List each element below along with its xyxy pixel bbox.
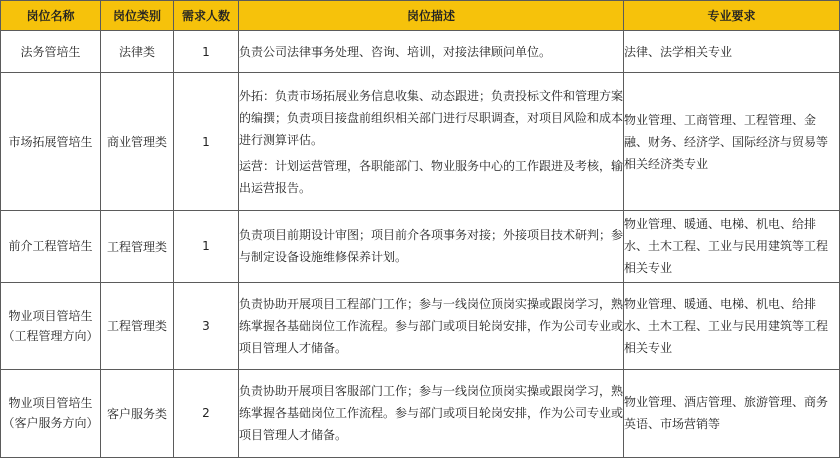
description-paragraph: 负责协助开展项目客服部门工作；参与一线岗位顶岗实操或跟岗学习，熟练掌握各基础岗位工作流程。参与部门或项目轮岗安排，作为公司专业或项目管理人才储备。 — [239, 384, 624, 443]
table-row — [1, 73, 840, 211]
header-name: 岗位名称 — [1, 1, 101, 31]
position-description — [239, 73, 624, 211]
table-row — [1, 31, 840, 73]
table-header — [1, 1, 840, 31]
position-requirement: 物业管理、暖通、电梯、机电、给排水、土木工程、工业与民用建筑等工程相关专业 — [624, 283, 840, 369]
position-category: 客户服务类 — [101, 369, 174, 457]
position-category: 法律类 — [101, 31, 174, 73]
position-description — [239, 31, 624, 73]
description-paragraph: 负责项目前期设计审图；项目前介各项事务对接；外接项目技术研判；参与制定设备设施维修保养计划。 — [239, 228, 624, 265]
position-name: 法务管培生 — [1, 31, 101, 73]
position-count: 1 — [174, 73, 239, 211]
position-category: 商业管理类 — [101, 73, 174, 211]
description-paragraph: 负责协助开展项目工程部门工作；参与一线岗位顶岗实操或跟岗学习，熟练掌握各基础岗位工作流程。参与部门或项目轮岗安排，作为公司专业或项目管理人才储备。 — [239, 296, 624, 355]
position-name: 市场拓展管培生 — [1, 73, 101, 211]
position-category: 工程管理类 — [101, 210, 174, 282]
header-category: 岗位类别 — [101, 1, 174, 31]
description-paragraph: 负责公司法律事务处理、咨询、培训，对接法律顾问单位。 — [239, 44, 552, 59]
position-count: 3 — [174, 283, 239, 369]
header-count: 需求人数 — [174, 1, 239, 31]
position-description — [239, 210, 624, 282]
position-count: 1 — [174, 210, 239, 282]
position-description — [239, 369, 624, 457]
position-name: 前介工程管培生 — [1, 210, 101, 282]
description-paragraph: 外拓：负责市场拓展业务信息收集、动态跟进；负责投标文件和管理方案的编撰；负责项目接盘前组织相关部门进行尽职调查，对项目风险和成本进行测算评估。 — [239, 88, 624, 147]
position-description — [239, 283, 624, 369]
table-row — [1, 283, 840, 369]
description-paragraph: 运营：计划运营管理，各职能部门、物业服务中心的工作跟进及考核，输出运营报告。 — [239, 158, 624, 195]
position-requirement: 物业管理、暖通、电梯、机电、给排水、土木工程、工业与民用建筑等工程相关专业 — [624, 210, 840, 282]
position-requirement: 物业管理、工商管理、工程管理、金融、财务、经济学、国际经济与贸易等相关经济类专业 — [624, 73, 840, 211]
position-category: 工程管理类 — [101, 283, 174, 369]
position-name: 物业项目管培生（工程管理方向） — [1, 283, 101, 369]
header-description: 岗位描述 — [239, 1, 624, 31]
position-count: 2 — [174, 369, 239, 457]
table-row — [1, 369, 840, 457]
position-requirement: 物业管理、酒店管理、旅游管理、商务英语、市场营销等 — [624, 369, 840, 457]
table-row — [1, 210, 840, 282]
position-count: 1 — [174, 31, 239, 73]
position-requirement: 法律、法学相关专业 — [624, 31, 840, 73]
position-name: 物业项目管培生（客户服务方向） — [1, 369, 101, 457]
header-requirement: 专业要求 — [624, 1, 840, 31]
